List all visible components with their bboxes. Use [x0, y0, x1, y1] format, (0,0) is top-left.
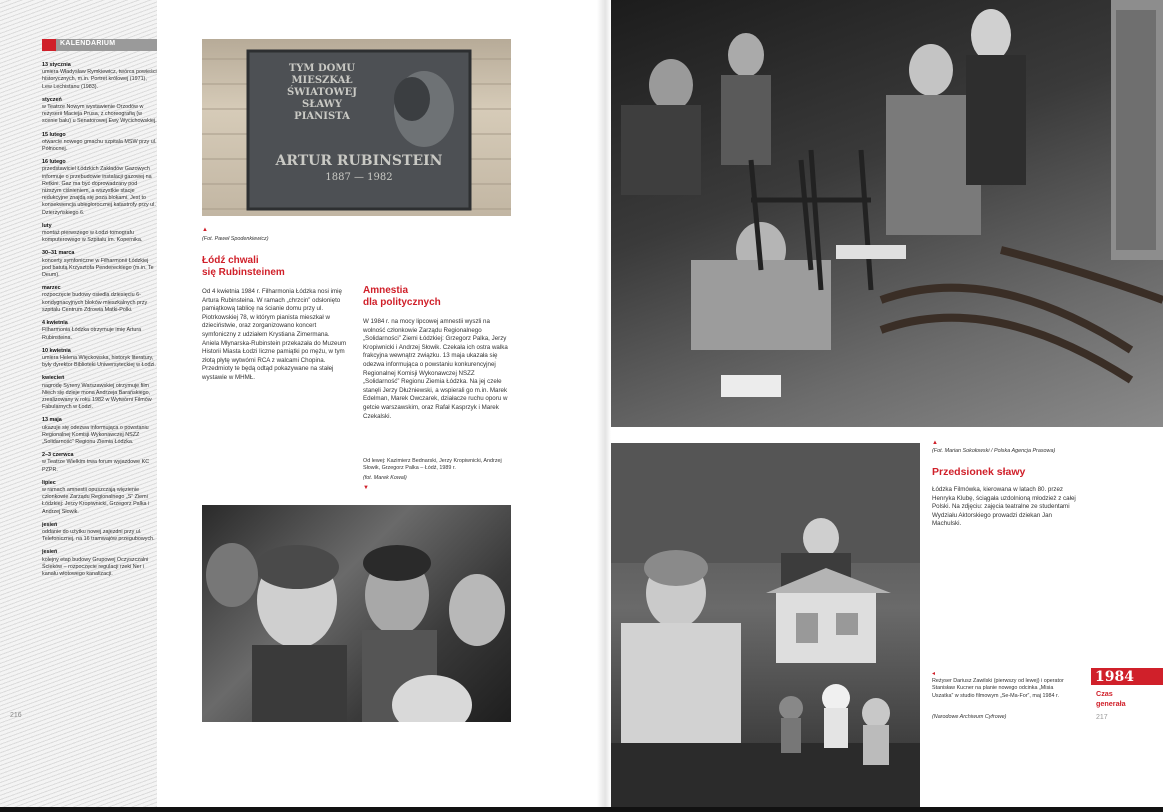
calendar-entry — [42, 250, 157, 279]
calendar-entry-text: przedstawiciel Łódzkich Zakładów Gazowych informuje o przebudowie instalacji gazowej na Retkini. Gaz ma być doprowadzany pod niższym ciśnieniem, a wszystkie stacje redukcyjne znajdą się poza blokami. Jest to konsekwencja ubiegłorocznej katastrofy przy ul. Dzierżyńskiego 6. — [42, 166, 156, 216]
calendar-entry — [42, 417, 157, 446]
calendar-entry-date: marzec — [42, 285, 61, 292]
puppet-studio-photo-drawing — [611, 443, 920, 809]
calendar-entry — [42, 132, 157, 154]
calendar-entry-date: 13 stycznia — [42, 62, 71, 68]
calendar-title: KALENDARIUM — [60, 40, 116, 47]
calendar-entry-text: nagrodę Syreny Warszawskiej otrzymuje film Niech się dzieje mona Andrzeja Barańskiego, zrealizowany w roku 1982 w Wytwórni Filmów Fabularnych w Łodzi. — [42, 382, 152, 411]
section-year: 1984 — [1095, 669, 1134, 685]
article2-heading — [363, 285, 513, 309]
calendar-entry — [42, 480, 157, 516]
article2-credit: (fot. Marek Kowal) — [363, 475, 407, 481]
calendar-entry-text: koncerty symfoniczne w Filharmonii Łódzkiej pod batutą Krzysztofa Pendereckiego (m.in. Te Deum). — [42, 257, 154, 279]
calendar-entry-date: 4 kwietnia — [42, 320, 68, 327]
acting-class-photo-drawing — [611, 0, 1163, 427]
calendar-entry-date: luty — [42, 222, 52, 229]
calendar-entry — [42, 522, 157, 544]
calendar-entry-date: 16 lutego — [42, 159, 66, 166]
caption-marker-icon: ▲ — [932, 440, 938, 446]
calendar-entry-text: rozpoczęcie budowy osiedla dziesięciu 6-kondygnacyjnych bloków mieszkalnych przy szpitalu Centrum Zdrowia Matki-Polki. — [42, 292, 148, 313]
calendar-entry-text: w Teatrze Nowym wystawienie Orzodów w reżyserii Macieja Prusa, z choreografią (w scenie balu) u Senatorowej Ewy Wycichowskiej. — [42, 104, 157, 125]
crowd-photo-drawing — [202, 505, 511, 722]
calendar-entry — [42, 375, 157, 411]
calendar-entry-text: montaż pierwszego w Łodzi tomografu komputerowego w Szpitalu im. Kopernika. — [42, 230, 143, 244]
plaque-line: ŚWIATOWEJ — [286, 87, 358, 98]
calendar-entry — [42, 159, 157, 217]
bottom-edge — [0, 807, 1163, 812]
crowd-photo — [202, 505, 511, 722]
page-spine — [597, 0, 611, 812]
plaque-name: ARTUR RUBINSTEIN — [275, 153, 443, 169]
calendar-entry-date: 30–31 marca — [42, 250, 75, 257]
page-number-left: 216 — [10, 712, 22, 719]
calendar-entry-text: w ramach amnestii opuszczają więzienie członkowie Zarządu Regionalnego „S” Ziemi Łódzkiej: Jerzy Kropiwnicki, Grzegorz Palka i Andrzej Słowik. — [42, 486, 150, 515]
calendar-entry — [42, 348, 157, 370]
calendar-entry-date: 15 lutego — [42, 131, 66, 138]
caption-marker-icon: ▼ — [363, 485, 369, 491]
section-year-box — [1091, 668, 1163, 685]
calendar-entry-date: 13 maja — [42, 417, 62, 424]
calendar-entry — [42, 452, 157, 474]
calendar-list — [42, 62, 157, 584]
calendar-entry — [42, 223, 157, 245]
calendar-entry — [42, 62, 157, 91]
article2-caption: Od lewej: Kazimierz Bednarski, Jerzy Kropiwnicki, Andrzej Słowik, Grzegorz Palka – Łódź, 1989 r. — [363, 458, 502, 472]
plaque-line: MIESZKAŁ — [291, 75, 353, 86]
photo-top-credit: (Fot. Marian Sokołowski / Polska Agencja Prasowa) — [932, 448, 1056, 454]
calendar-entry-date: styczeń — [42, 96, 62, 103]
photo-bottom-caption: Reżyser Dariusz Zawilski (pierwszy od lewej) i operator Stanisław Kucner na planie nowego odcinka „Misia Uszatka” w studio filmowym „Se-Ma-For”, maj 1984 r. — [932, 678, 1064, 699]
calendar-header — [42, 39, 157, 51]
page-number-right: 217 — [1096, 714, 1108, 721]
calendar-entry-date: jesień — [42, 549, 58, 556]
plaque-line: PIANISTA — [294, 111, 350, 122]
calendar-entry — [42, 549, 157, 578]
section-title-line: generała — [1096, 699, 1126, 708]
calendar-entry-text: kolejny etap budowy Grupowej Oczyszczalni Ścieków – rozpoczęcie regulacji rzeki Ner i kanału włotowego kanalizacji. — [42, 556, 149, 577]
calendar-entry — [42, 320, 157, 342]
calendar-header-marker — [42, 39, 56, 51]
article1-heading — [202, 255, 352, 279]
calendar-entry-text: w Teatrze Wielkim trwa forum wyjazdowe KC PZPR. — [42, 459, 150, 473]
plaque-years: 1887 — 1982 — [325, 172, 393, 183]
caption-marker-icon: ◂ — [932, 671, 936, 677]
calendar-entry-text: ukazuje się odezwa informująca o powstaniu Regionalnej Komisji Wykonawczej NSZZ „Solidarność” Regionu Ziemia Łódzka. — [42, 424, 149, 445]
calendar-entry-text: otwarcie nowego gmachu szpitala MSW przy ul. Północnej. — [42, 138, 157, 153]
photo-bottom-credit: (Narodowe Archiwum Cyfrowe) — [932, 714, 1007, 720]
article1-heading-line: się Rubinsteinem — [202, 267, 285, 278]
article1-body: Od 4 kwietnia 1984 r. Filharmonia Łódzka nosi imię Artura Rubinsteina. W ramach „chrzcin” odsłonięto pamiątkową tablicę na ścianie domu przy ul. Piotrkowskiej 78, w którym pianista mieszkał w dzieciństwie, oraz zorganizowano koncert symfoniczny z udziałem Krystiana Zimermana. Aniela Młynarska-Rubinstein przekazała do Muzeum Historii Miasta Łodzi liczne pamiątki po mężu, w tym złotą płytę wytwórni RCA z walcami Chopina. Przedmioty te będą odtąd pokazywane na stałej wystawie w MHMŁ. — [202, 288, 347, 381]
plaque-line: SŁAWY — [302, 99, 342, 110]
calendar-entry-date: jesień — [42, 521, 58, 528]
plaque-photo — [202, 39, 511, 216]
calendar-entry-text: oddanie do użytku nowej zajezdni przy ul. Telefonicznej, na 16 tramwajów przegubowych. — [42, 528, 155, 543]
section-title-line: Czas — [1096, 689, 1113, 698]
article3-heading: Przedsionek sławy — [932, 466, 1026, 478]
plaque-line: TYM DOMU — [288, 63, 356, 74]
calendar-entry — [42, 97, 157, 126]
calendar-entry-date: 2–3 czerwca — [42, 452, 74, 459]
article1-heading-line: Łódź chwali — [202, 255, 259, 266]
calendar-entry-text: umiera Helena Więckowska, historyk literatury, były dyrektor Biblioteki Uniwersyteckiej w Łodzi. — [42, 354, 156, 369]
article3-body: Łódzka Filmówka, kierowana w latach 80. przez Henryka Klubę, ściągała uzdolnioną młodzież z całej Polski. Na zdjęciu: zajęcia teatralne ze studentami Wydziału Aktorskiego prowadzi dziekan Jan Machulski. — [932, 486, 1076, 528]
puppet-studio-photo — [611, 443, 920, 809]
article2-body: W 1984 r. na mocy lipcowej amnestii wyszli na wolność członkowie Zarządu Regionalnego „Solidarności” Ziemi Łódzkiej: Grzegorz Palka, Jerzy Kropiwnicki i Andrzej Słowik. Czekała ich ostra walka frakcyjna wewnątrz związku. 13 maja ukazała się odezwa informująca o powstaniu konkurencyjnej Regionalnej Komisji Wykonawczej NSZZ „Solidarność” Regionu Ziemia Łódzka. Na jej czele stanęli Jerzy Dłużniewski, a wspierali go m.in. Marek Edelman, Marek Owczarek, działacze ruchu oporu w getcie warszawskim, oraz Rafał Kasprzyk i Marek Czekalski. — [363, 318, 508, 420]
calendar-entry-date: lipiec — [42, 479, 56, 486]
caption-marker-icon: ▲ — [202, 227, 208, 233]
calendar-entry — [42, 285, 157, 314]
photo1-credit: (Fot. Paweł Spodenkiewicz) — [202, 236, 269, 242]
section-title — [1096, 689, 1126, 709]
calendar-entry-text: Filharmonia Łódzka otrzymuje imię Artura Rubinsteina. — [42, 327, 142, 341]
plaque-inscription — [262, 63, 382, 123]
acting-class-photo — [611, 0, 1163, 427]
calendar-entry-date: kwiecień — [42, 375, 65, 382]
article2-heading-line: Amnestia — [363, 285, 409, 296]
article2-heading-line: dla politycznych — [363, 297, 441, 308]
calendar-entry-text: umiera Władysław Rymkiewicz, twórca powieści historycznych, m.in. Portret królowej (1971), Lew Lechistanu (1983). — [42, 69, 157, 90]
calendar-entry-date: 10 kwietnia — [42, 347, 71, 354]
